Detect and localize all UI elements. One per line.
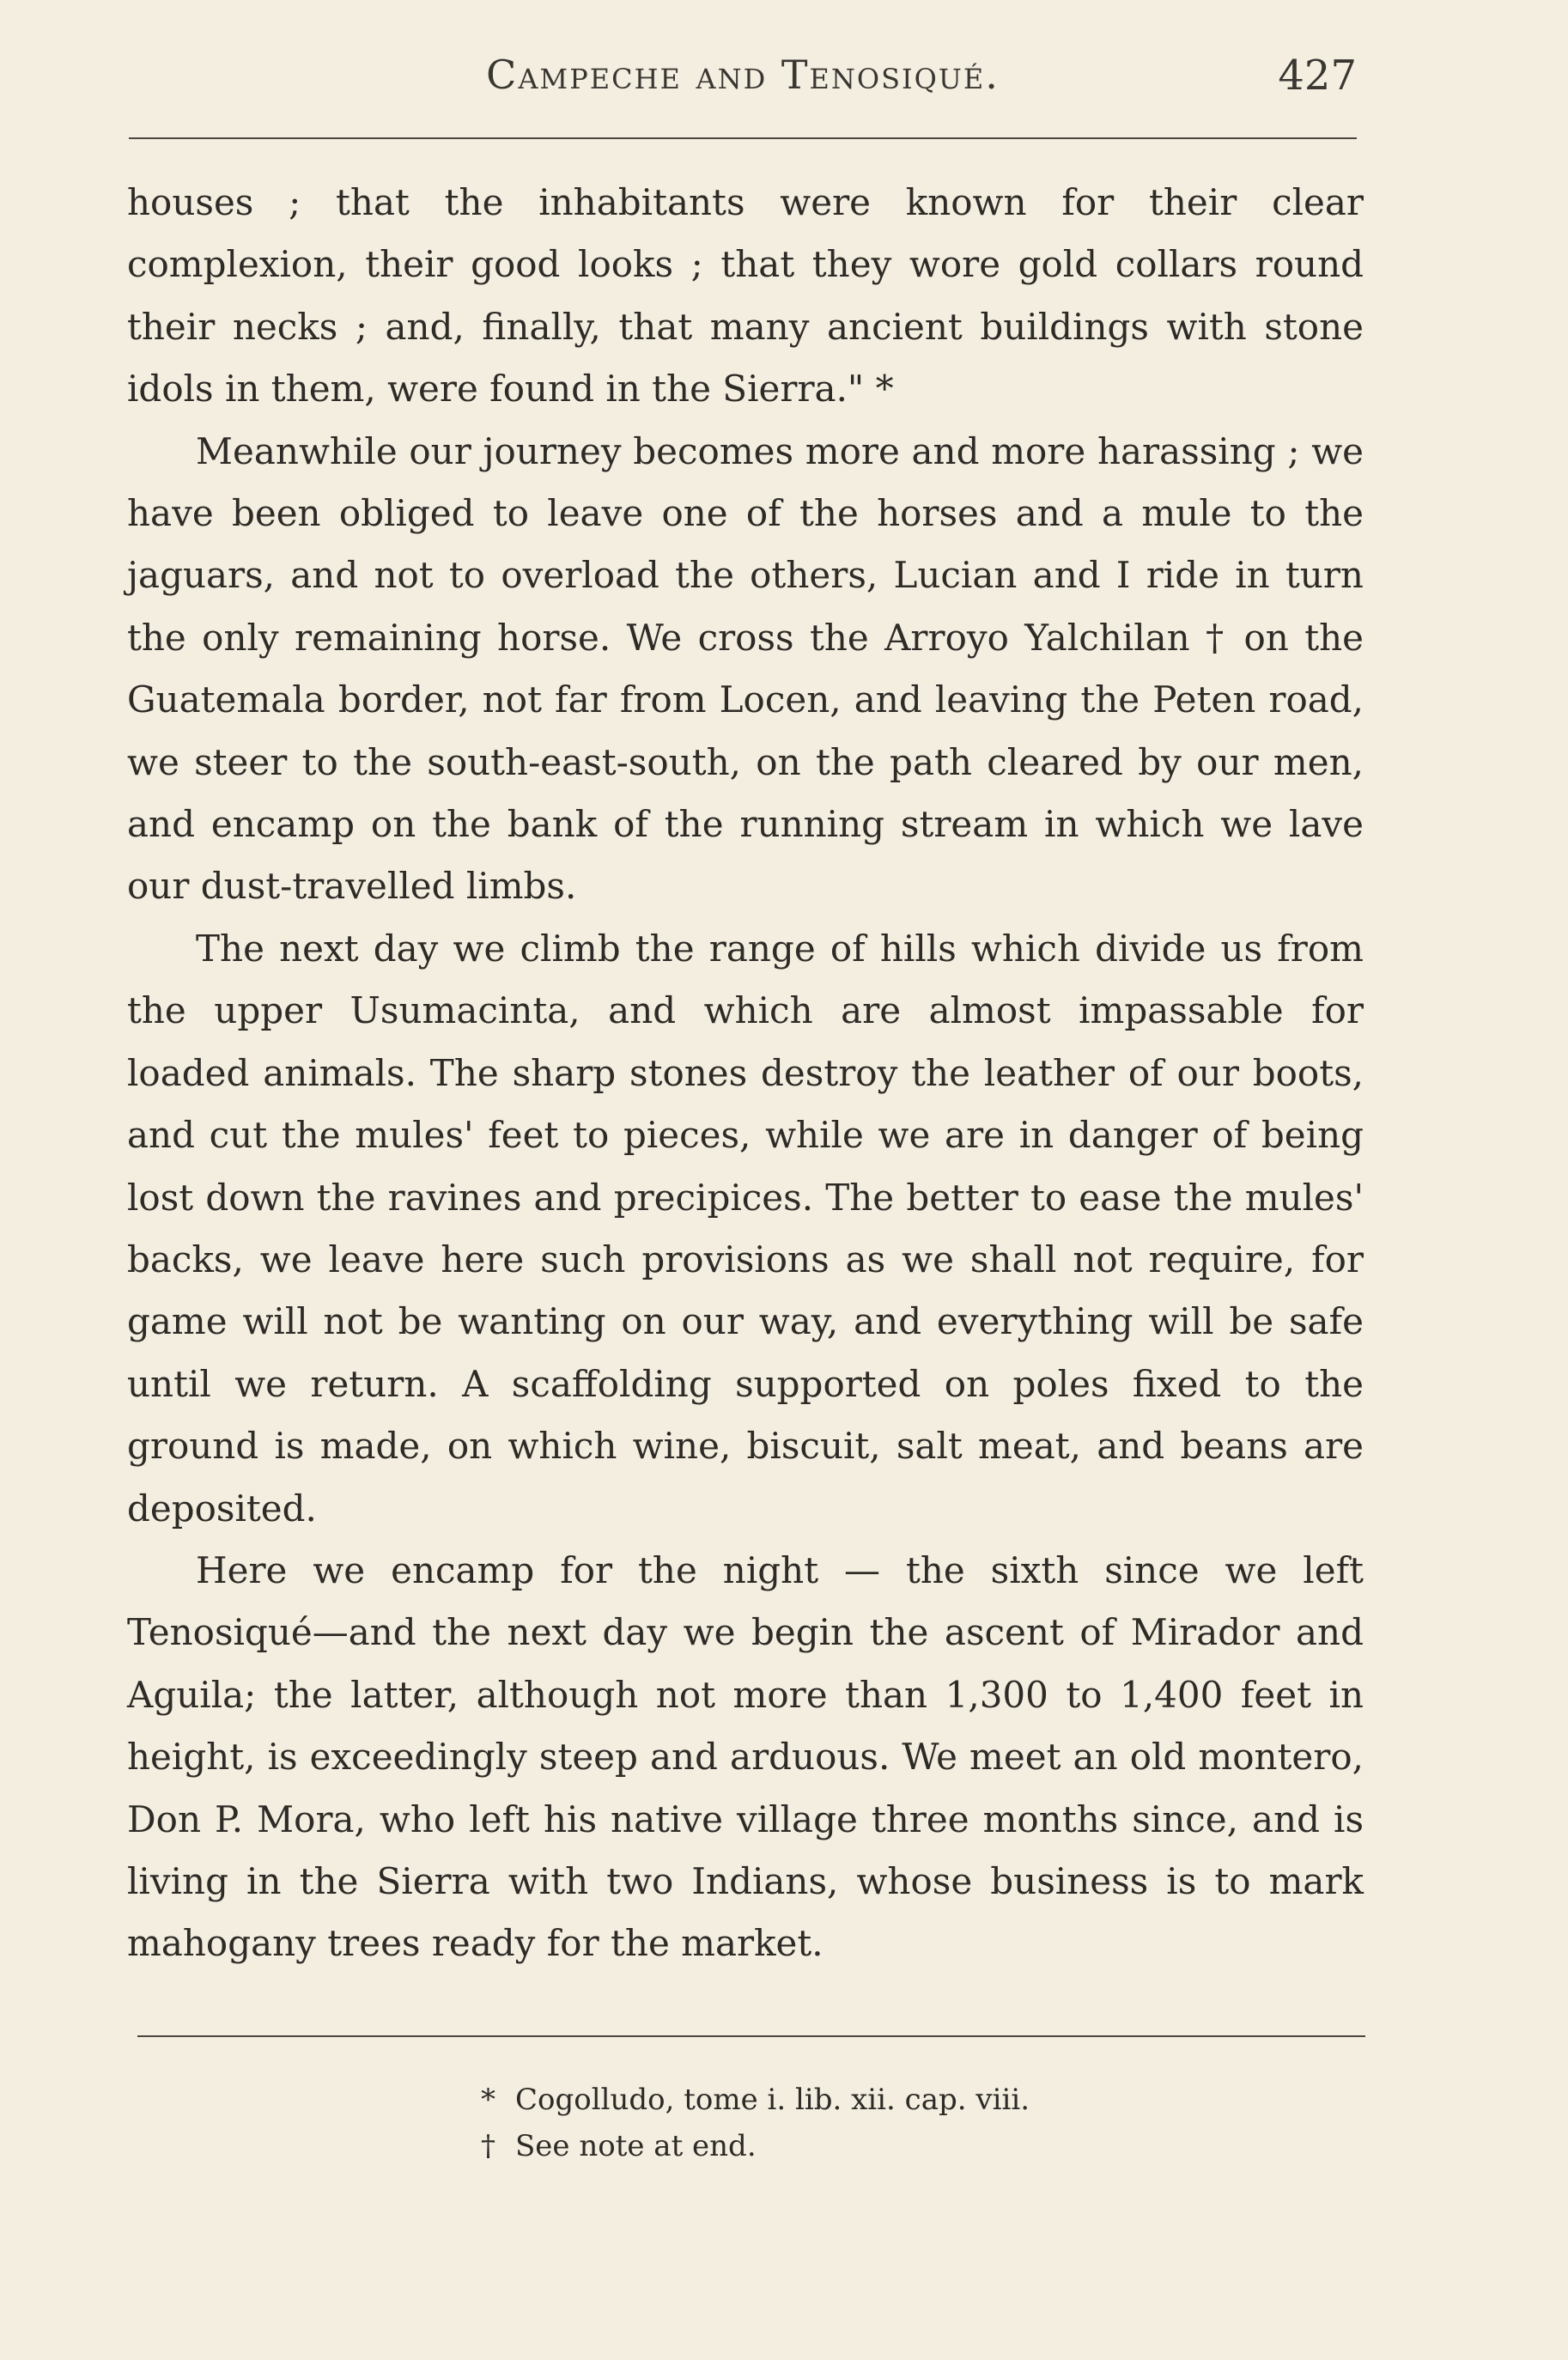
running-head: Campeche and Tenosiqué. — [486, 52, 1000, 98]
footnote-mark: † — [481, 2129, 495, 2163]
body-text — [127, 172, 1364, 1975]
paragraph: Here we encamp for the night — the sixth since we left Tenosiqué—and the next day we begin the ascent of Mirador and Aguila; the latter, although not more than 1,300 to 1,400 feet in height, is exceedingly steep and arduous. We meet an old montero, Don P. Mora, who left his native village three months since, and is living in the Sierra with two Indians, whose business is to mark mahogany trees ready for the market. — [127, 1548, 1364, 1965]
footnote-text: Cogolludo, tome i. lib. xii. cap. viii. — [515, 2083, 1030, 2117]
paragraph: Meanwhile our journey becomes more and more harassing ; we have been obliged to leave one of the horses and a mule to the jaguars, and not to overload the others, Lucian and I ride in turn the only remaining horse. We cross the Arroyo Yalchilan † on the Guatemala border, not far from Locen, and leaving the Peten road, we steer to the south-east-south, on the path cleared by our men, and encamp on the bank of the running stream in which we lave our dust-travelled limbs. — [127, 429, 1364, 908]
footnote — [481, 2077, 1254, 2123]
footnotes — [481, 2077, 1254, 2169]
page-header — [129, 52, 1357, 120]
footnote-mark: * — [481, 2083, 495, 2117]
paragraph: houses ; that the inhabitants were known for their clear complexion, their good looks ; that they wore gold collars round their necks ; and, finally, that many ancient buildings with stone idols in them, were found in the Sierra." * — [127, 181, 1364, 411]
header-rule — [129, 137, 1357, 139]
footnote-rule — [137, 2035, 1365, 2037]
paragraph: The next day we climb the range of hills which divide us from the upper Usumacinta, and which are almost impassable for loaded animals. The sharp stones destroy the leather of our boots, and cut the mules' feet to pieces, while we are in danger of being lost down the ravines and precipices. The better to ease the mules' backs, we leave here such provisions as we shall not require, for game will not be wanting on our way, and everything will be safe until we return. A scaffolding supported on poles fixed to the ground is made, on which wine, biscuit, salt meat, and beans are deposited. — [127, 927, 1364, 1530]
footnote-text: See note at end. — [515, 2129, 757, 2163]
page-number: 427 — [1278, 52, 1357, 100]
footnote — [481, 2123, 1254, 2169]
